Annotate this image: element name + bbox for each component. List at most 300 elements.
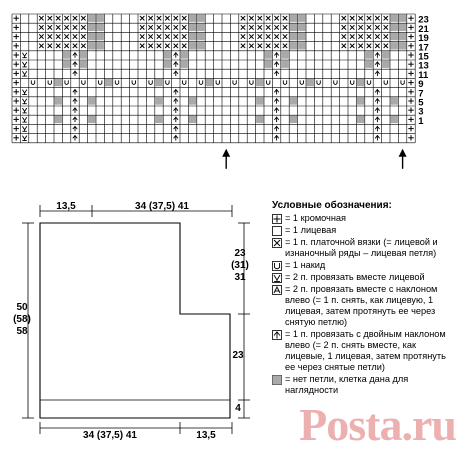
chart-cell (249, 16, 253, 20)
chart-cell (14, 25, 19, 30)
chart-cell (274, 89, 278, 94)
row-number: 21 (418, 23, 429, 35)
chart-cell (258, 25, 262, 29)
chart-cell (375, 62, 379, 67)
legend-item-text: = 1 кромочная (285, 213, 346, 223)
chart-cell (274, 135, 278, 140)
chart-cell (189, 33, 196, 40)
chart-cell (31, 80, 34, 84)
chart-cell (250, 80, 253, 84)
chart-cell (97, 42, 104, 49)
chart-cell (132, 80, 135, 84)
row-number: 1 (418, 115, 424, 127)
chart-cell (274, 25, 278, 29)
chart-cell (267, 80, 270, 84)
chart-cell (375, 89, 379, 94)
chart-cell (164, 61, 171, 68)
chart-cell (375, 98, 379, 103)
chart-cell (14, 43, 19, 48)
chart-cell (81, 16, 85, 20)
chart-cell (298, 24, 305, 31)
row-number: 3 (418, 106, 424, 118)
chart-cell (73, 135, 77, 140)
chart-cell (408, 126, 413, 131)
chart-cell (367, 16, 371, 20)
top-right-dimension: 34 (37,5) 41 (135, 201, 189, 212)
chart-cell (183, 80, 186, 84)
chart-cell (375, 25, 379, 29)
chart-cell (265, 61, 272, 68)
chart-cell (174, 52, 178, 57)
chart-cell (375, 34, 379, 38)
edge-stitch-icon (272, 214, 282, 224)
chart-cell (73, 89, 77, 94)
chart-cell (22, 71, 26, 76)
chart-cell (391, 33, 398, 40)
legend-item (272, 329, 458, 373)
chart-cell (334, 80, 337, 84)
chart-cell (367, 44, 371, 48)
chart-cell (199, 80, 202, 84)
chart-cell (182, 34, 186, 38)
chart-cell (258, 44, 262, 48)
chart-cell (274, 52, 278, 57)
chart-cell (56, 16, 60, 20)
chart-cell (197, 33, 204, 40)
chart-cell (342, 16, 346, 20)
row-number: 23 (418, 14, 429, 26)
chart-cell (342, 44, 346, 48)
chart-cell (266, 25, 270, 29)
chart-cell (358, 25, 362, 29)
bottom-left-dimension: 34 (37,5) 41 (83, 430, 137, 441)
chart-cell (281, 51, 288, 58)
chart-cell (351, 80, 354, 84)
legend-item-text: = нет петли, клетка дана для наглядности (285, 374, 409, 395)
chart-cell (206, 79, 213, 86)
chart-cell (155, 79, 162, 86)
legend-item (272, 284, 458, 328)
chart-row-numbers (418, 15, 429, 127)
chart-cell (165, 16, 169, 20)
chart-cell (233, 80, 236, 84)
chart-cell (182, 25, 186, 29)
chart-cell (166, 80, 169, 84)
chart-cell (357, 116, 364, 123)
chart-cell (99, 80, 102, 84)
chart-cell (48, 44, 52, 48)
row-number: 17 (418, 42, 429, 54)
chart-cell (241, 25, 245, 29)
chart-cell (350, 34, 354, 38)
chart-cell (408, 62, 413, 67)
chart-cell (274, 16, 278, 20)
chart-cell (401, 80, 404, 84)
chart-cell (249, 34, 253, 38)
chart-cell (181, 51, 188, 58)
chart-cell (384, 34, 388, 38)
chart-cell (189, 42, 196, 49)
chart-cell (189, 97, 196, 104)
chart-cell (266, 34, 270, 38)
chart-cell (73, 98, 77, 103)
chart-cell (63, 51, 70, 58)
chart-cell (14, 135, 19, 140)
chart-cell (384, 25, 388, 29)
chart-cell (174, 34, 178, 38)
legend-item-text: = 1 п. провязать с двойным наклоном влево (= 2 п. снять вместе, как лицевые, 1 лицевая, затем протянуть ее через снятые петли) (285, 329, 446, 372)
chart-cell (357, 79, 364, 86)
chart-cell (382, 51, 389, 58)
legend-item-text: = 1 п. платочной вязки (= лицевой и изнаночный ряды – лицевая петля) (285, 237, 438, 258)
row-number: 15 (418, 51, 429, 63)
chart-cell (290, 42, 297, 49)
chart-cell (408, 108, 413, 113)
chart-cell (382, 61, 389, 68)
chart-cell (367, 34, 371, 38)
chart-cell (97, 33, 104, 40)
chart-cell (342, 25, 346, 29)
height-band: 4 (235, 403, 241, 414)
chart-cell (365, 61, 372, 68)
chart-cell (14, 89, 19, 94)
chart-cell (283, 44, 287, 48)
chart-cell (298, 42, 305, 49)
chart-cell (317, 80, 320, 84)
chart-cell (148, 16, 152, 20)
chart-cell (14, 117, 19, 122)
chart-cell (80, 61, 87, 68)
chart-cell (157, 34, 161, 38)
chart-cell (408, 117, 413, 122)
chart-cell (384, 16, 388, 20)
chart-cell (290, 33, 297, 40)
chart-cell (241, 34, 245, 38)
chart-cell (82, 80, 85, 84)
chart-cell (174, 44, 178, 48)
chart-cell (182, 16, 186, 20)
chart-cell (384, 80, 387, 84)
ssk-icon (272, 285, 282, 295)
chart-cell (64, 34, 68, 38)
chart-cell (181, 61, 188, 68)
piece-outline (40, 223, 230, 418)
chart-cell (80, 51, 87, 58)
chart-cell (55, 79, 62, 86)
legend-item-text: = 1 накид (285, 260, 326, 270)
chart-cell (375, 44, 379, 48)
chart-cell (73, 71, 77, 76)
chart-cell (140, 25, 144, 29)
chart-cell (88, 24, 95, 31)
chart-cell (298, 33, 305, 40)
chart-cell (399, 33, 406, 40)
chart-cell (174, 108, 178, 113)
chart-cell (39, 25, 43, 29)
chart-cell (165, 25, 169, 29)
legend-item (272, 374, 458, 396)
chart-cell (197, 24, 204, 31)
chart-cell (73, 52, 77, 57)
chart-cell (174, 98, 178, 103)
chart-cell (408, 43, 413, 48)
symbol-legend (272, 200, 458, 397)
chart-cell (55, 97, 62, 104)
legend-item (272, 272, 458, 283)
repeat-arrow-icon (222, 149, 230, 169)
row-number: 9 (418, 79, 424, 91)
chart-cell (358, 44, 362, 48)
chart-cell (22, 62, 26, 67)
chart-cell (22, 108, 26, 113)
chart-cell (408, 80, 413, 85)
chart-cell (241, 44, 245, 48)
chart-cell (375, 71, 379, 76)
chart-cell (281, 61, 288, 68)
chart-cell (408, 71, 413, 76)
chart-cell (174, 117, 178, 122)
chart-cell (73, 34, 77, 38)
bottom-right-dimension: 13,5 (196, 430, 216, 441)
chart-cell (22, 117, 26, 122)
chart-cell (274, 117, 278, 122)
chart-cell (399, 15, 406, 22)
chart-cell (14, 98, 19, 103)
chart-cell (249, 25, 253, 29)
legend-item-text: = 2 п. провязать вместе лицевой (285, 272, 425, 282)
chart-cell (216, 80, 219, 84)
chart-cell (64, 25, 68, 29)
chart-cell (174, 89, 178, 94)
legend-item (272, 225, 458, 236)
chart-cell (358, 34, 362, 38)
chart-cell (408, 135, 413, 140)
chart-cell (164, 51, 171, 58)
chart-cell (375, 126, 379, 131)
chart-cell (399, 24, 406, 31)
chart-cell (174, 25, 178, 29)
chart-cell (375, 16, 379, 20)
double-decrease-icon (272, 330, 282, 340)
row-number: 5 (418, 97, 424, 109)
chart-cell (350, 25, 354, 29)
chart-cell (14, 16, 19, 21)
legend-item-text: = 1 лицевая (285, 225, 337, 235)
legend-title: Условные обозначения: (272, 200, 392, 211)
chart-cell (88, 97, 95, 104)
chart-cell (408, 34, 413, 39)
chart-cell (22, 126, 26, 131)
chart-cell (274, 98, 278, 103)
chart-cell (81, 34, 85, 38)
chart-cell (391, 42, 398, 49)
legend-item (272, 260, 458, 271)
chart-cell (149, 80, 152, 84)
chart-cell (39, 34, 43, 38)
chart-cell (375, 52, 379, 57)
chart-cell (140, 34, 144, 38)
chart-cell (367, 25, 371, 29)
chart-cell (189, 116, 196, 123)
chart-cell (97, 24, 104, 31)
chart-cell (56, 34, 60, 38)
chart-cell (274, 62, 278, 67)
chart-cell (81, 25, 85, 29)
chart-cell (14, 52, 19, 57)
height-upper-2: (31) (231, 260, 249, 271)
chart-cell (197, 15, 204, 22)
chart-cell (283, 16, 287, 20)
chart-cell (357, 97, 364, 104)
chart-cell (73, 16, 77, 20)
chart-cell (258, 34, 262, 38)
chart-cell (73, 44, 77, 48)
chart-cell (375, 108, 379, 113)
chart-cell (258, 16, 262, 20)
chart-cell (165, 44, 169, 48)
chart-cell (384, 44, 388, 48)
chart-cell (300, 80, 303, 84)
chart-cell (290, 116, 297, 123)
chart-cell (64, 44, 68, 48)
chart-cell (73, 108, 77, 113)
knitting-chart (0, 0, 460, 175)
chart-cell (399, 42, 406, 49)
row-number: 7 (418, 88, 424, 100)
chart-cell (48, 80, 51, 84)
chart-cell (408, 25, 413, 30)
chart-cell (256, 79, 263, 86)
chart-cell (391, 15, 398, 22)
k2tog-icon (272, 273, 282, 283)
chart-cell (14, 71, 19, 76)
chart-cell (197, 42, 204, 49)
chart-cell (39, 44, 43, 48)
chart-cell (81, 44, 85, 48)
height-total-1: 50 (16, 302, 28, 313)
chart-cell (408, 52, 413, 57)
yarn-over-icon (272, 261, 282, 271)
chart-cell (298, 15, 305, 22)
chart-cell (39, 16, 43, 20)
chart-cell (88, 116, 95, 123)
chart-cell (174, 135, 178, 140)
chart-cell (283, 34, 287, 38)
chart-cell (157, 25, 161, 29)
chart-cell (140, 16, 144, 20)
chart-cell (157, 44, 161, 48)
chart-cell (14, 108, 19, 113)
chart-cell (63, 61, 70, 68)
chart-cell (56, 25, 60, 29)
chart-cell (307, 79, 314, 86)
chart-cell (155, 116, 162, 123)
chart-cell (165, 34, 169, 38)
chart-cell (73, 25, 77, 29)
chart-cell (148, 34, 152, 38)
chart-cell (22, 99, 26, 104)
chart-cell (148, 25, 152, 29)
chart-cell (14, 62, 19, 67)
chart-cell (140, 44, 144, 48)
chart-cell (274, 126, 278, 131)
chart-cell (249, 44, 253, 48)
chart-cell (73, 62, 77, 67)
chart-cell (375, 135, 379, 140)
chart-cell (274, 71, 278, 76)
height-lower: 23 (232, 350, 244, 361)
chart-cell (55, 116, 62, 123)
chart-cell (115, 80, 118, 84)
chart-cell (266, 44, 270, 48)
chart-cell (265, 51, 272, 58)
chart-cell (64, 16, 68, 20)
chart-cell (174, 16, 178, 20)
chart-cell (266, 16, 270, 20)
chart-cell (174, 62, 178, 67)
chart-cell (274, 44, 278, 48)
chart-cell (148, 44, 152, 48)
chart-cell (174, 71, 178, 76)
chart-cell (14, 34, 19, 39)
height-upper-1: 23 (234, 248, 246, 259)
legend-item (272, 237, 458, 259)
row-number: 19 (418, 33, 429, 45)
chart-grid-lines (12, 14, 415, 143)
chart-cell (189, 15, 196, 22)
chart-cell (189, 24, 196, 31)
top-left-dimension: 13,5 (56, 201, 76, 212)
chart-cell (342, 34, 346, 38)
chart-cell (88, 15, 95, 22)
chart-cell (290, 24, 297, 31)
chart-cell (157, 16, 161, 20)
chart-cell (48, 34, 52, 38)
chart-cell (408, 89, 413, 94)
chart-cell (391, 116, 398, 123)
repeat-markers (222, 149, 406, 169)
chart-cell (375, 117, 379, 122)
height-total-3: 58 (16, 326, 28, 337)
chart-cell (391, 97, 398, 104)
knit-stitch-icon (272, 226, 282, 236)
chart-cell (155, 97, 162, 104)
chart-cell (48, 25, 52, 29)
chart-cell (408, 16, 413, 21)
chart-cell (22, 53, 26, 58)
chart-cell (391, 24, 398, 31)
chart-cell (88, 42, 95, 49)
chart-cell (283, 25, 287, 29)
height-total-2: (58) (13, 314, 31, 325)
chart-cell (65, 80, 68, 84)
height-upper-3: 31 (234, 272, 246, 283)
chart-cell (105, 79, 112, 86)
chart-cell (73, 126, 77, 131)
repeat-arrow-icon (399, 149, 407, 169)
legend-item-text: = 2 п. провязать вместе с наклоном влево (= 1 п. снять, как лицевую, 1 лицевая, затем протянуть ее через снятую петлю) (285, 284, 438, 327)
chart-cell (22, 136, 26, 141)
chart-cell (358, 16, 362, 20)
chart-cell (182, 44, 186, 48)
chart-cell (174, 126, 178, 131)
chart-cell (14, 126, 19, 131)
chart-cell (14, 80, 19, 85)
chart-cell (290, 15, 297, 22)
chart-cell (367, 80, 370, 84)
chart-cell (283, 80, 286, 84)
chart-cell (274, 108, 278, 113)
